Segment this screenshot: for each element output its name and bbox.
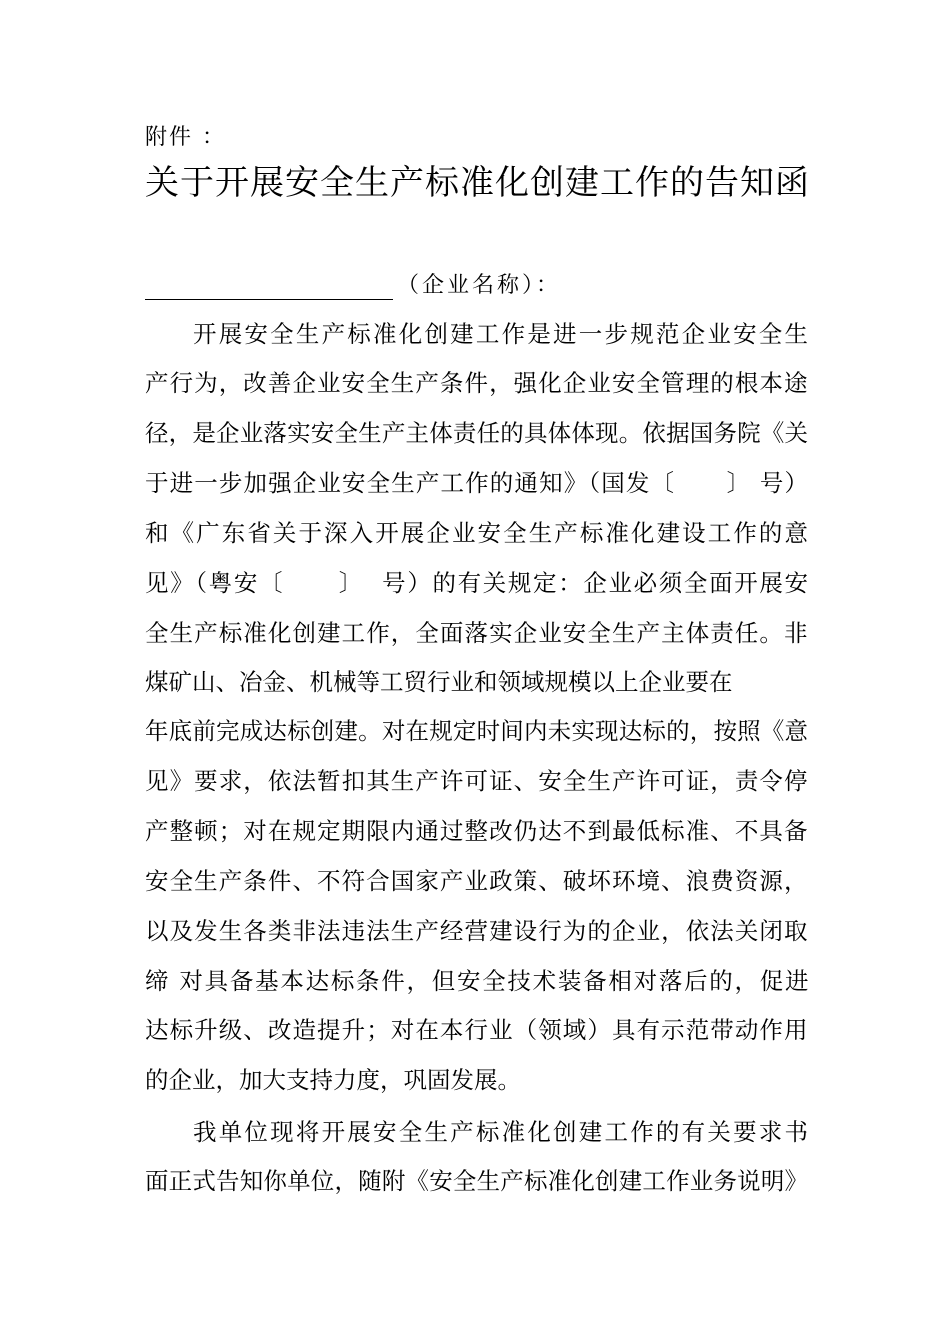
body-line: 煤矿山、冶金、机械等工贸行业和领域规模以上企业要在 xyxy=(145,668,733,696)
body-line: 产整顿；对在规定期限内通过整改仍达不到最低标准、不具备 xyxy=(145,817,809,845)
body-line: 安全生产条件、不符合国家产业政策、破坏环境、浪费资源， xyxy=(145,867,809,895)
body-line: 缔 对具备基本达标条件，但安全技术装备相对落后的，促进 xyxy=(145,967,811,995)
body-line: 径，是企业落实安全生产主体责任的具体体现。依据国务院《关 xyxy=(145,419,809,447)
recipient-salutation xyxy=(145,266,645,302)
body-line: 的企业，加大支持力度，巩固发展。 xyxy=(145,1066,521,1094)
attachment-label: 附件 ： xyxy=(145,125,226,150)
body-line: 以及发生各类非法违法生产经营建设行为的企业，依法关闭取 xyxy=(145,917,809,945)
body-line: 全生产标准化创建工作，全面落实企业安全生产主体责任。非 xyxy=(145,619,809,647)
body-line: 产行为，改善企业安全生产条件，强化企业安全管理的根本途 xyxy=(145,369,809,397)
body-line: 于进一步加强企业安全生产工作的通知》（国发〔 〕 号） xyxy=(145,469,810,497)
body-line: 年底前完成达标创建。对在规定时间内未实现达标的，按照《意 xyxy=(145,717,809,745)
recipient-label: （企业名称）： xyxy=(397,273,562,298)
document-title: 关于开展安全生产标准化创建工作的告知函 xyxy=(145,163,810,203)
body-line: 见》要求，依法暂扣其生产许可证、安全生产许可证，责令停 xyxy=(145,767,809,795)
body-line: 面正式告知你单位，随附《安全生产标准化创建工作业务说明》 xyxy=(145,1167,809,1195)
body-line: 开展安全生产标准化创建工作是进一步规范企业安全生 xyxy=(193,320,811,348)
body-line: 和《广东省关于深入开展企业安全生产标准化建设工作的意 xyxy=(145,519,811,547)
body-line: 我单位现将开展安全生产标准化创建工作的有关要求书 xyxy=(193,1118,811,1146)
body-line: 见》（粤安〔 〕 号）的有关规定：企业必须全面开展安 xyxy=(145,569,810,597)
recipient-blank-line xyxy=(145,299,393,300)
body-line: 达标升级、改造提升；对在本行业（领域）具有示范带动作用 xyxy=(145,1016,809,1044)
